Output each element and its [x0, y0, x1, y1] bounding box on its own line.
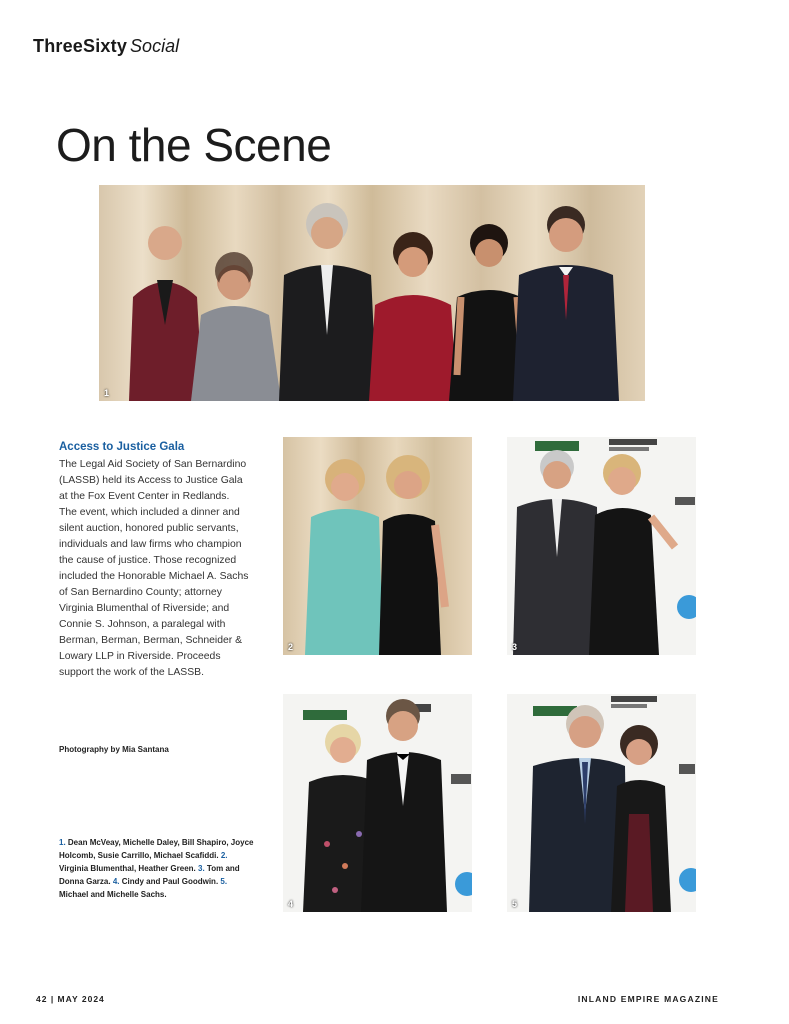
photo-number: 2	[288, 642, 294, 652]
caption-text: Virginia Blumenthal, Heather Green.	[59, 864, 196, 873]
caption-text: Dean McVeay, Michelle Daley, Bill Shapiro, Joyce Holcomb, Susie Carrillo, Michael Scafiddi.	[59, 838, 254, 860]
page-number-date: 42 | MAY 2024	[36, 994, 105, 1004]
photo-credit: Photography by Mia Santana	[59, 745, 169, 754]
couple-photo	[283, 437, 472, 655]
photo-number: 3	[512, 642, 518, 652]
couple-photo	[507, 694, 696, 912]
article-body: The Legal Aid Society of San Bernardino (LASSB) held its Access to Justice Gala at the Fox Event Center in Redlands. The event, which included a dinner and silent auction, honored public servants, individuals and law firms who champion the cause of justice. Those recognized included the Honorable Michael A. Sachs of San Bernardino County; attorney Virginia Blumenthal of Riverside; and Connie S. Johnson, a paralegal with Berman, Berman, Berman, Schneider & Lowary LLP in Riverside. Proceeds support the work of the LASSB.	[59, 459, 249, 678]
section-header	[33, 36, 179, 57]
caption-text: Cindy and Paul Goodwin.	[121, 877, 219, 886]
couple-photo	[507, 437, 696, 655]
photo-number: 5	[512, 899, 518, 909]
caption-text: Michael and Michelle Sachs.	[59, 890, 167, 899]
magazine-name: INLAND EMPIRE MAGAZINE	[577, 994, 719, 1004]
photo-4	[283, 694, 472, 912]
section-name: Social	[130, 36, 180, 56]
caption-number: 2.	[220, 851, 228, 860]
photo-1	[99, 185, 645, 401]
couple-photo	[283, 694, 472, 912]
photo-5	[507, 694, 696, 912]
photo-captions	[59, 836, 254, 901]
caption-number: 5.	[220, 877, 228, 886]
brand-name: ThreeSixty	[33, 36, 128, 56]
photo-number: 4	[288, 899, 294, 909]
page-title: On the Scene	[56, 119, 332, 171]
photo-3	[507, 437, 696, 655]
article	[59, 441, 249, 681]
photo-number: 1	[104, 388, 110, 398]
caption-number: 1.	[59, 838, 66, 847]
article-heading: Access to Justice Gala	[59, 441, 185, 453]
caption-number: 4.	[112, 877, 120, 886]
caption-number: 3.	[198, 864, 205, 873]
photo-2	[283, 437, 472, 655]
group-photo	[99, 185, 645, 401]
caption-text: Tom and Donna Garza.	[59, 864, 240, 886]
